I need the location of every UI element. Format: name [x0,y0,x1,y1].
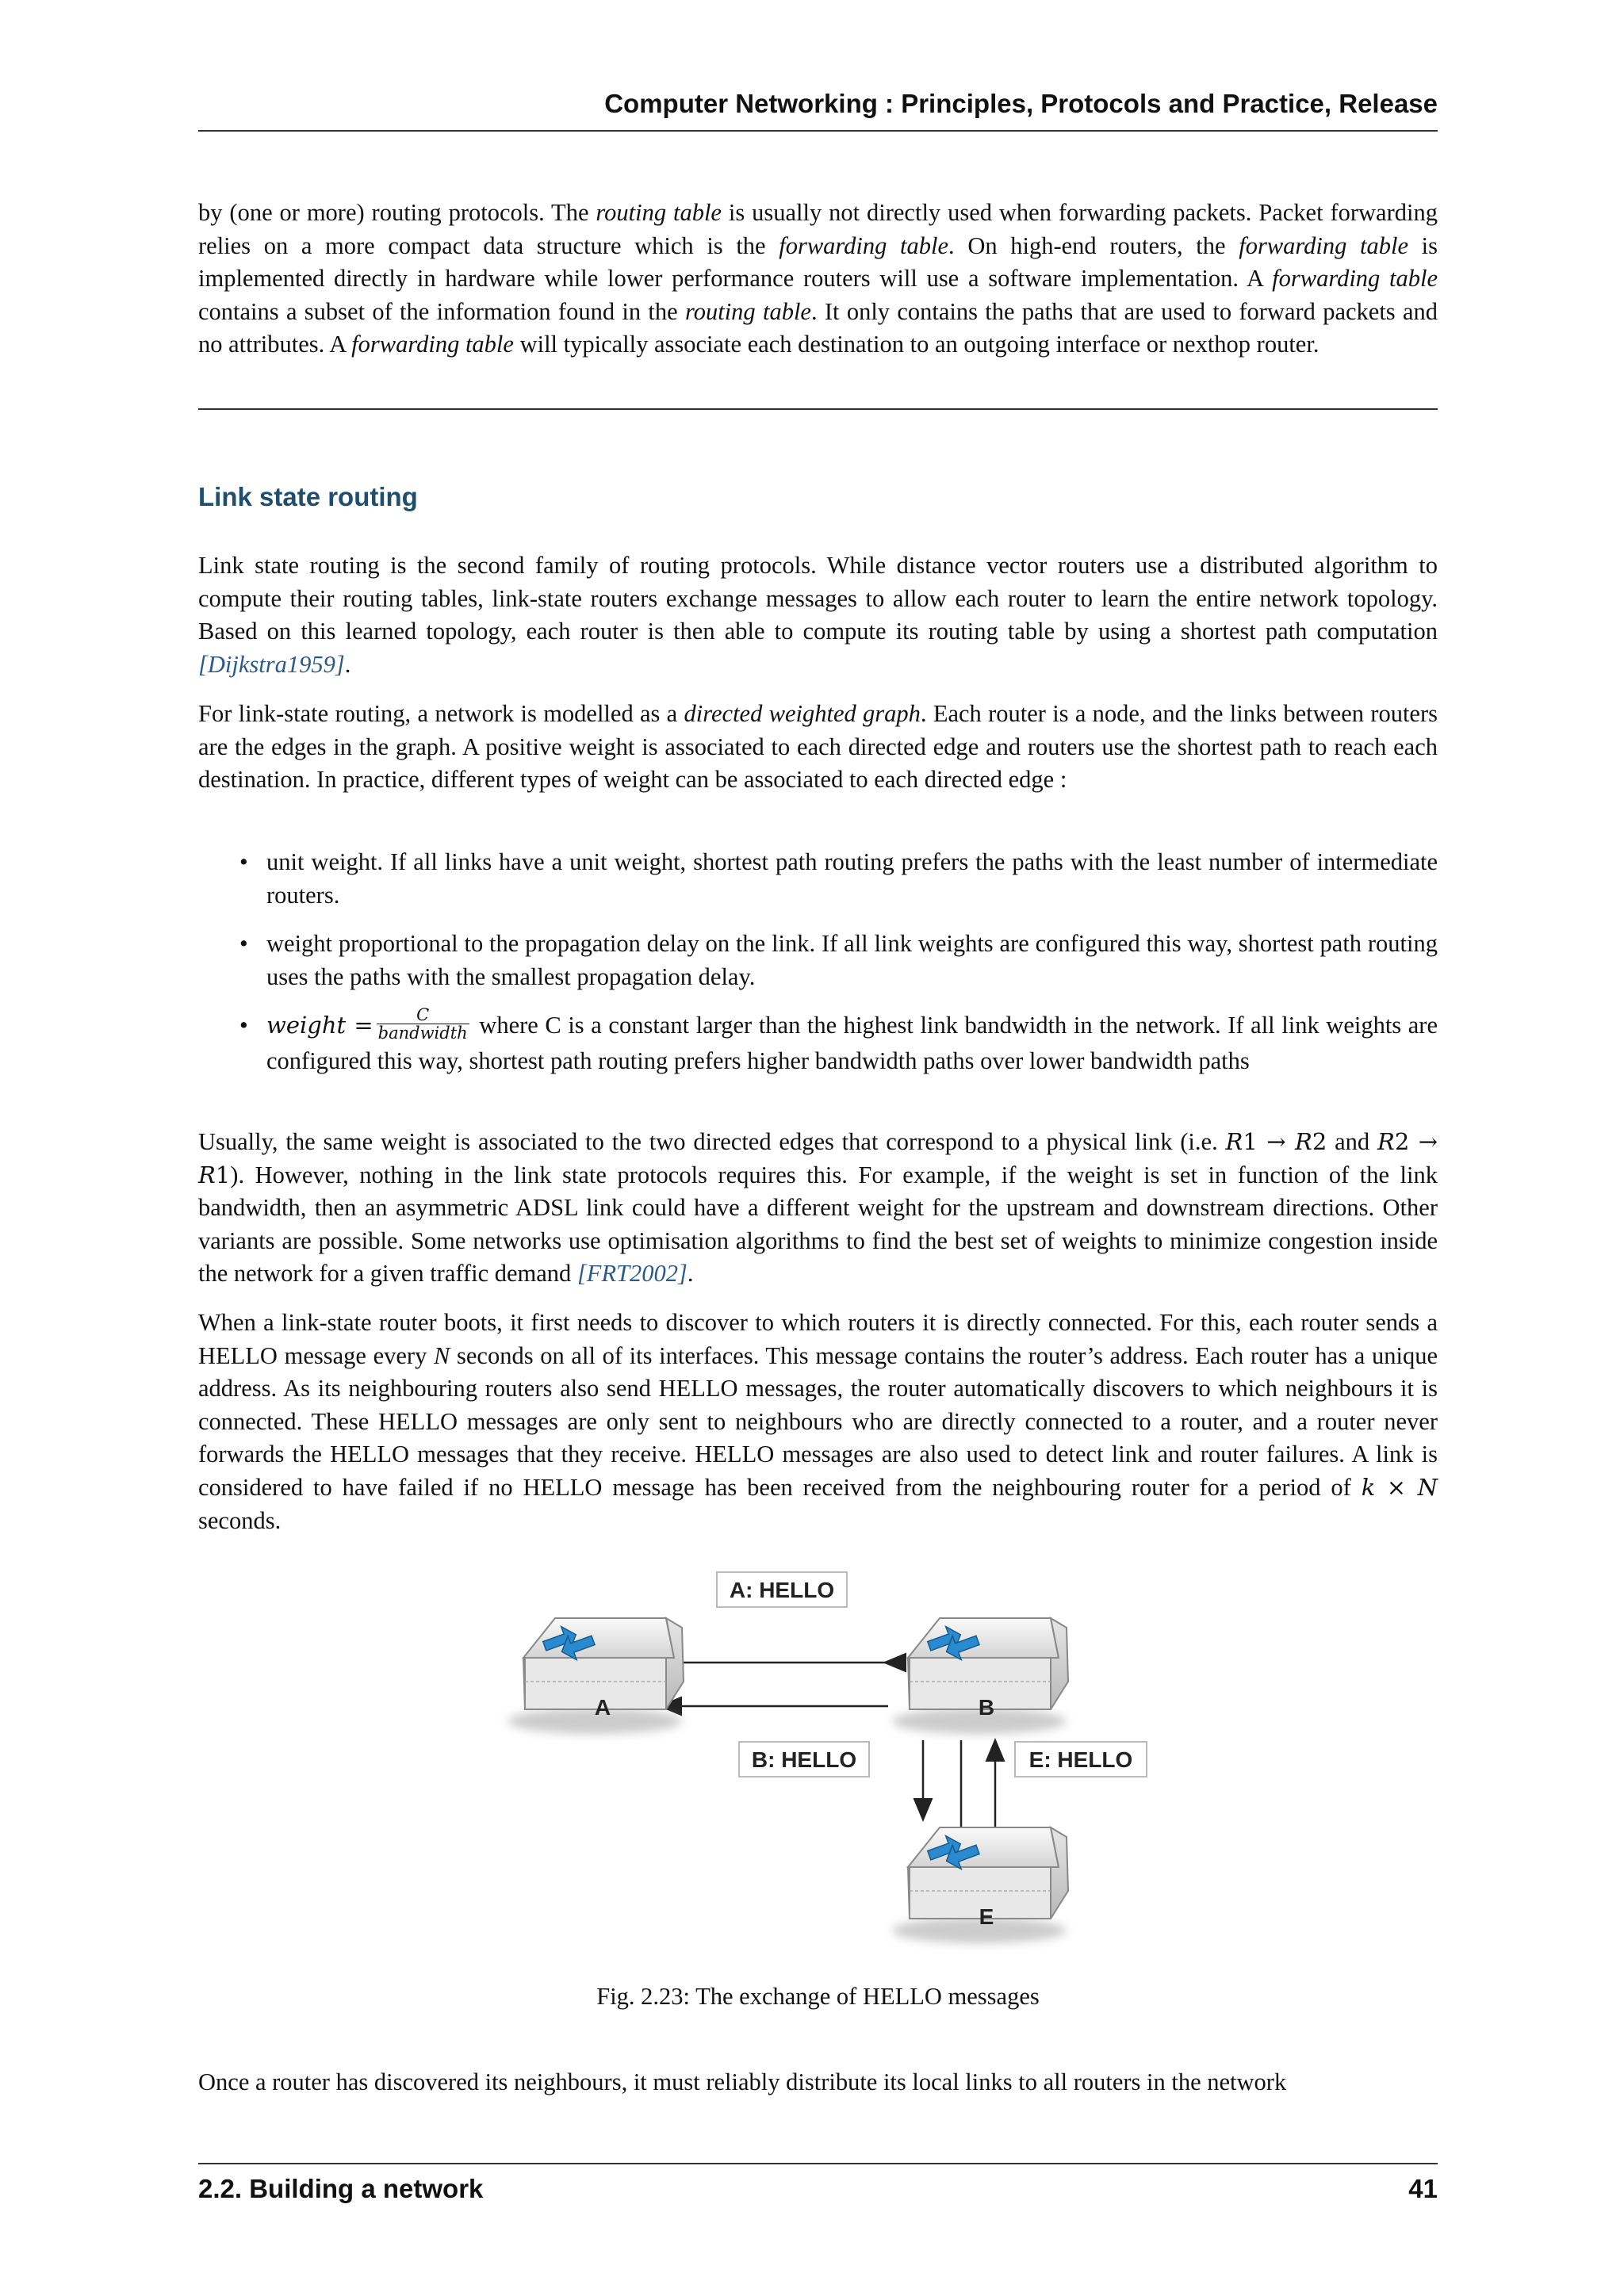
body-paragraph-5: Once a router has discovered its neighbours, it must reliably distribute its local links to all routers in the network [198,2068,1287,2095]
body-paragraph-1: Link state routing is the second family of routing protocols. While distance vector routers use a distributed algorithm to compute their routing tables, link-state routers exchange messages to allow each router to learn the entire network topology. Based on this learned topology, each router is then able to compute its routing table by using a shortest path computation [Dijkstra1959]. [198,552,1438,678]
hello-label-a: A: HELLO [729,1578,835,1602]
list-item: • unit weight. If all links have a unit weight, shortest path routing prefers the paths with the least number of intermediate routers. [198,846,1438,912]
router-b-label: B [978,1695,995,1720]
list-item: • weight = $\frac{C}{\text{bandwidth}}$ where C is a constant larger than the highest link bandwidth in the network. If all link weights are configured this way, shortest path routing prefers higher bandwidth paths over lower bandwidth paths [239,1005,1438,1075]
bullet-icon: • [239,1012,248,1039]
note-bottom-rule [198,408,1438,410]
figure-caption: Fig. 2.23: The exchange of HELLO messages [596,1983,1040,2010]
weight-fraction: $\frac{C}{\text{bandwidth}}$ [377,1005,468,1043]
list-item: • weight proportional to the propagation delay on the link. If all link weights are configured this way, shortest path routing uses the paths with the smallest propagation delay. [198,928,1438,993]
hello-label-b: B: HELLO [751,1747,857,1772]
citation-link[interactable]: [Dijkstra1959] [198,650,345,678]
bullet-icon: • [239,930,248,958]
section-title: Link state routing [198,482,418,511]
page-number: 41 [1408,2174,1438,2203]
running-header: Computer Networking : Principles, Protocols and Practice, Release [604,89,1438,118]
hello-exchange-figure [492,1558,1158,1954]
router-a-label: A [594,1695,611,1720]
header-rule [198,130,1438,132]
note-paragraph: by (one or more) routing protocols. The routing table is usually not directly used when forwarding packets. Packet forwarding relies on a more compact data structure which is the forwarding table. On high-end routers, the forwarding table is implemented directly in hardware while lower performance routers will use a software implementation. A forwarding table contains a subset of the information found in the routing table. It only contains the paths that are used to forward packets and no attributes. A forwarding table will typically associate each destination to an outgoing interface or nexthop router. [198,199,1438,358]
router-e-label: E [979,1904,994,1929]
weight-types-list [198,846,1438,1094]
body-paragraph-4: When a link-state router boots, it first needs to discover to which routers it is directly connected. For this, each router sends a HELLO message every N seconds on all of its interfaces. This message contains the router’s address. Each router has a unique address. As its neighbouring routers also send HELLO messages, the router automatically discovers to which neighbours it is connected. These HELLO messages are only sent to neighbours who are directly connected to a router, and a router never forwards the HELLO messages that they receive. HELLO messages are also used to detect link and router failures. A link is considered to have failed if no HELLO message has been received from the neighbouring router for a period of k × N seconds. [198,1309,1438,1534]
footer-rule [198,2163,1438,2164]
body-paragraph-3: Usually, the same weight is associated to the two directed edges that correspond to a physical link (i.e. R1 → R2 and R2 → R1). However, nothing in the link state protocols requires this. For example, if the weight is set in function of the link bandwidth, then an asymmetric ADSL link could have a different weight for the upstream and downstream directions. Other variants are possible. Some networks use optimisation algorithms to find the best set of weights to minimize congestion inside the network for a given traffic demand [FRT2002]. [198,1128,1438,1288]
body-paragraph-2: For link-state routing, a network is modelled as a directed weighted graph. Each router is a node, and the links between routers are the edges in the graph. A positive weight is associated to each directed edge and routers use the shortest path to reach each destination. In practice, different types of weight can be associated to each directed edge : [198,700,1438,794]
hello-label-e: E: HELLO [1028,1747,1133,1772]
hello-exchange-diagram [492,1558,1158,1954]
footer-section: 2.2. Building a network [198,2174,484,2203]
citation-link[interactable]: [FRT2002] [576,1260,688,1288]
bullet-icon: • [239,848,248,875]
